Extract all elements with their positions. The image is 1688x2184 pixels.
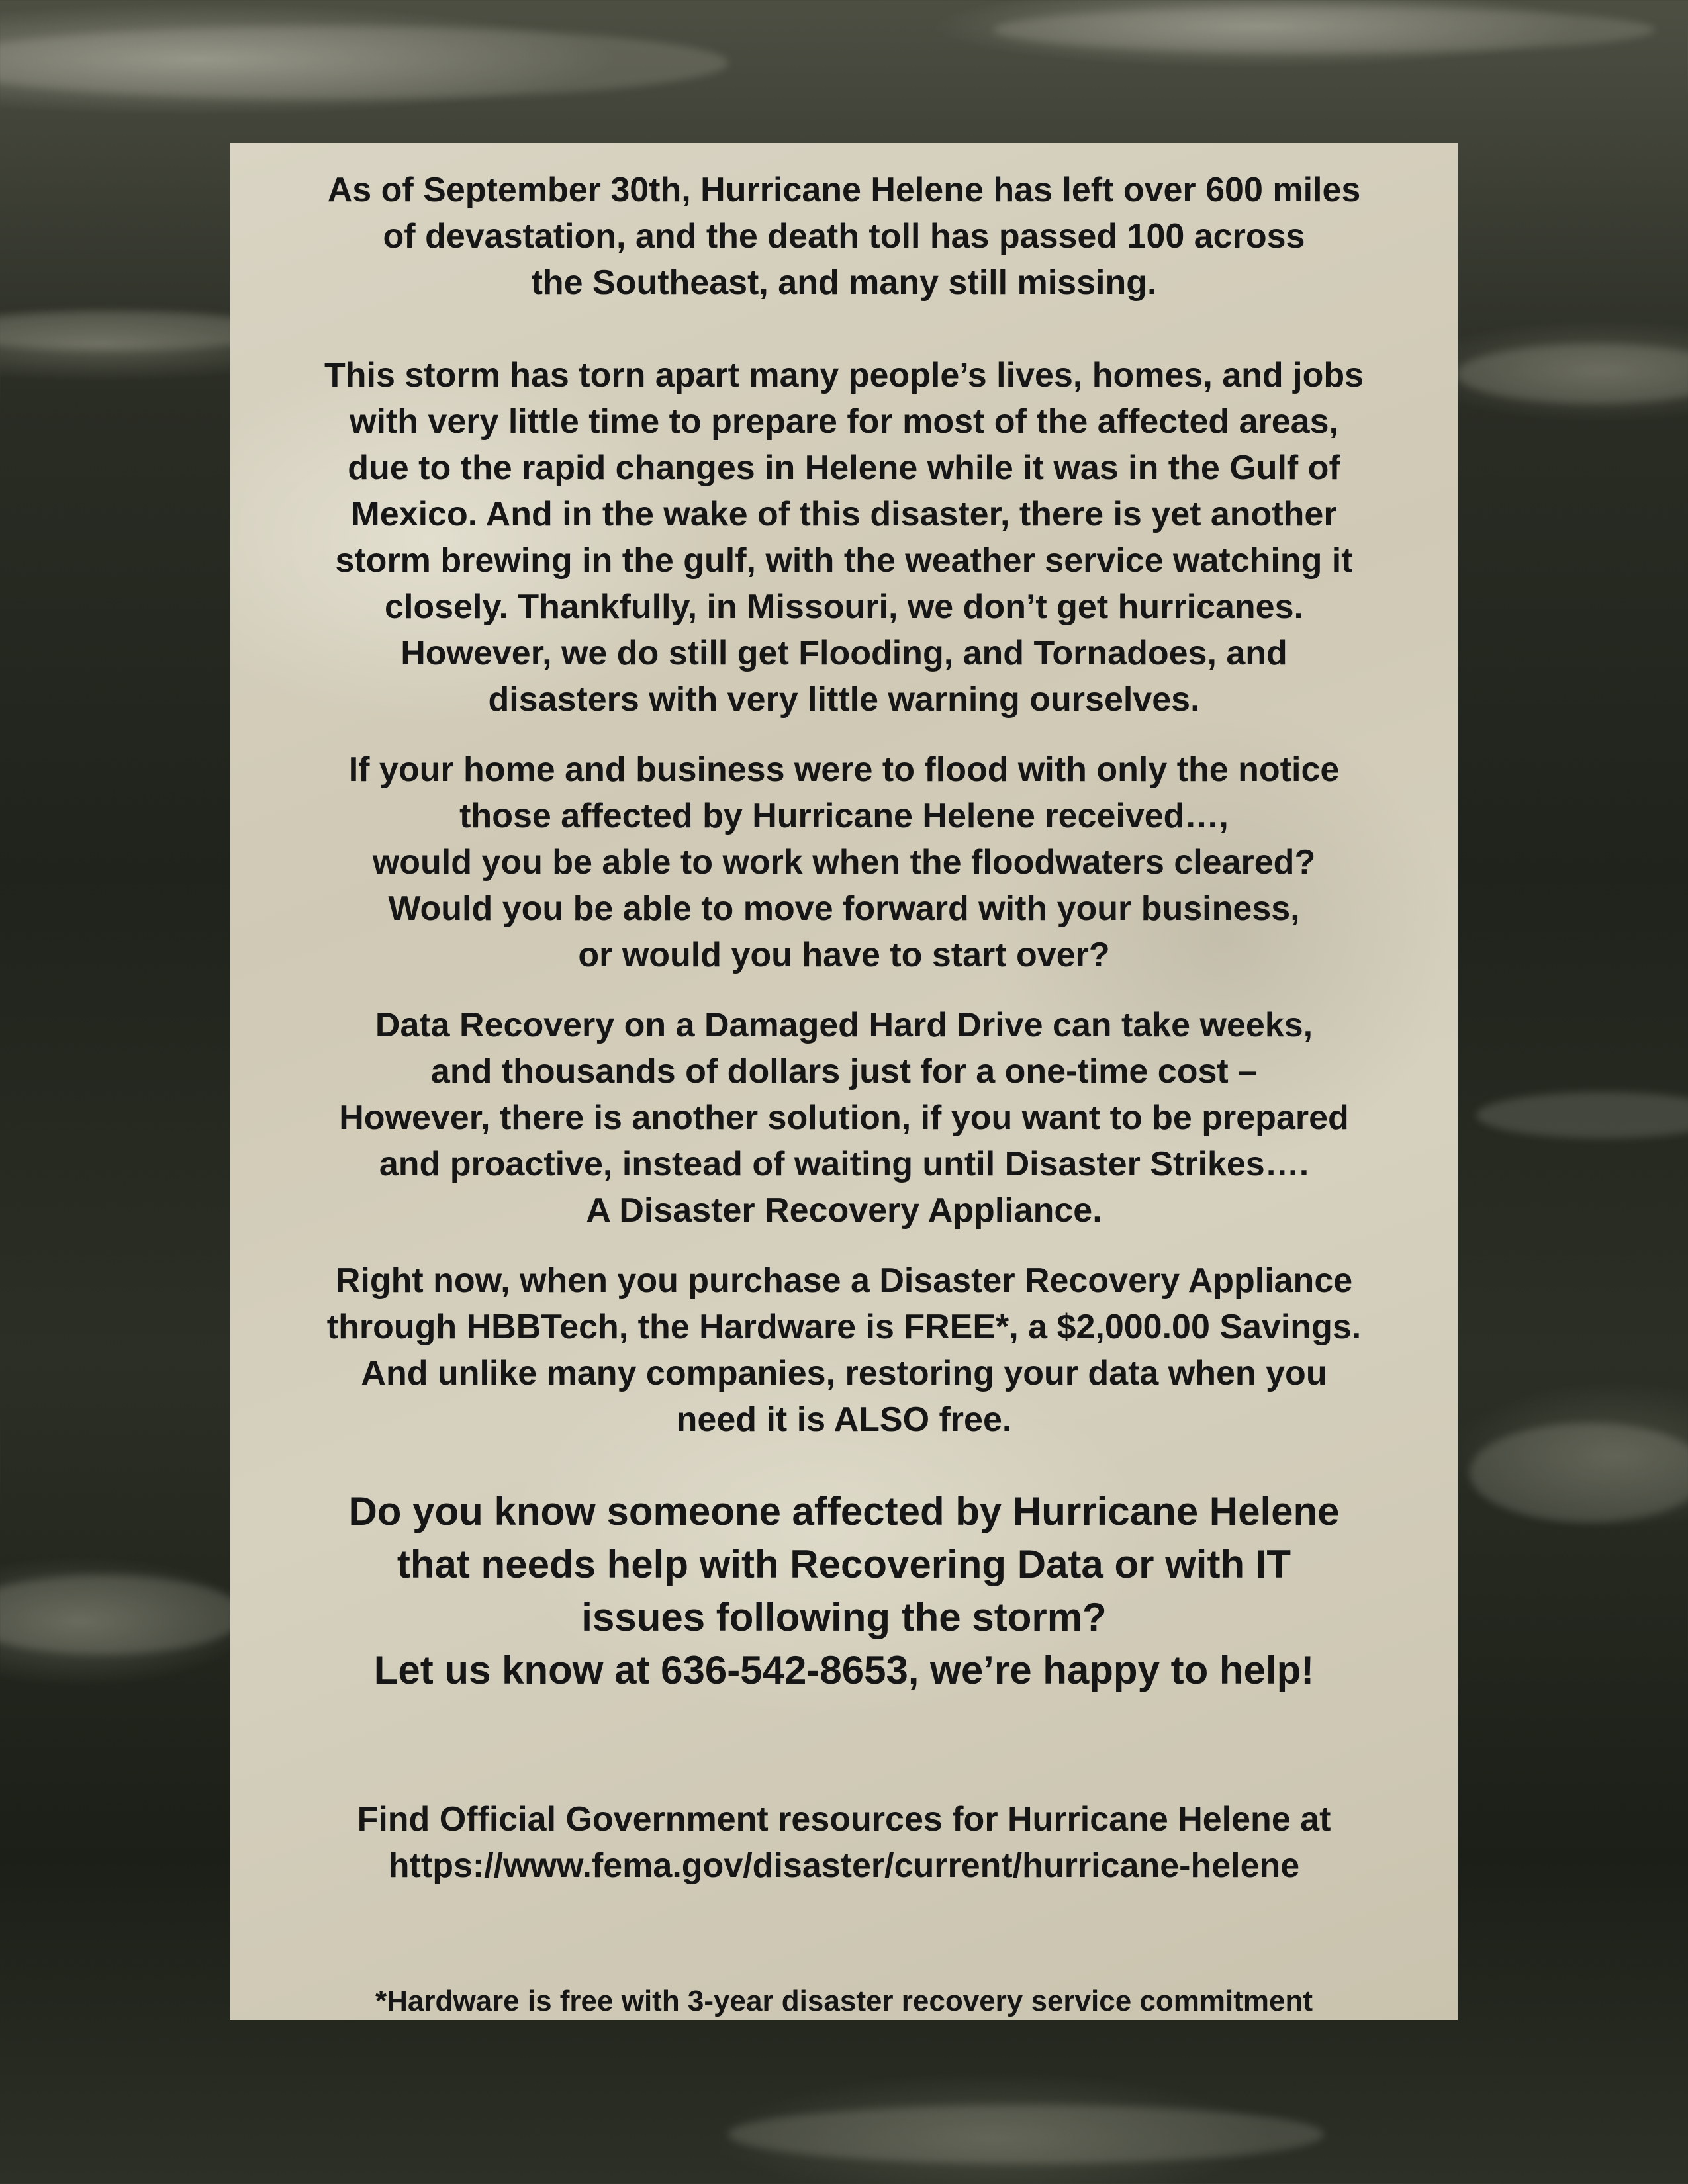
water-highlight: [993, 7, 1655, 53]
water-highlight: [728, 2105, 1324, 2164]
fema-link[interactable]: https://www.fema.gov/disaster/current/hurricane-helene: [388, 1846, 1300, 1885]
text-line: would you be able to work when the floodwaters cleared?: [372, 843, 1316, 882]
text-line: of devastation, and the death toll has passed 100 across: [383, 217, 1305, 255]
text-line: However, there is another solution, if you want to be prepared: [339, 1099, 1349, 1137]
text-line: Do you know someone affected by Hurricane Helene: [348, 1489, 1340, 1533]
text-line: However, we do still get Flooding, and Tornadoes, and: [400, 634, 1288, 672]
text-line: Would you be able to move forward with your business,: [388, 889, 1300, 928]
water-highlight: [0, 1575, 245, 1655]
text-line: through HBBTech, the Hardware is FREE*, a $2,000.00 Savings.: [326, 1308, 1362, 1346]
water-highlight: [0, 26, 728, 99]
flyer-panel: [230, 143, 1458, 2020]
text-line: Find Official Government resources for Hurricane Helene at: [357, 1800, 1331, 1839]
text-line: or would you have to start over?: [578, 936, 1110, 974]
offer-paragraph: [257, 1257, 1431, 1443]
storm-paragraph: [257, 352, 1431, 723]
water-highlight: [1470, 1423, 1688, 1522]
text-line: storm brewing in the gulf, with the weather service watching it: [335, 541, 1353, 580]
text-line: Right now, when you purchase a Disaster Recovery Appliance: [335, 1261, 1353, 1300]
text-line: that needs help with Recovering Data or with IT: [397, 1542, 1291, 1586]
text-line: need it is ALSO free.: [676, 1400, 1012, 1439]
text-line: This storm has torn apart many people’s lives, homes, and jobs: [324, 356, 1364, 394]
text-line: A Disaster Recovery Appliance.: [586, 1191, 1102, 1230]
water-highlight: [1476, 1092, 1688, 1138]
water-highlight: [1456, 344, 1688, 404]
hardware-footnote: *Hardware is free with 3-year disaster recovery service commitment: [375, 1985, 1313, 2017]
intro-paragraph: [257, 167, 1431, 306]
data-recovery-paragraph: [257, 1002, 1431, 1234]
text-line: those affected by Hurricane Helene received…,: [459, 797, 1229, 835]
text-line: As of September 30th, Hurricane Helene has left over 600 miles: [327, 171, 1361, 209]
text-line: closely. Thankfully, in Missouri, we don’t get hurricanes.: [385, 588, 1303, 626]
text-line: and proactive, instead of waiting until Disaster Strikes….: [379, 1145, 1309, 1183]
text-line: And unlike many companies, restoring your data when you: [361, 1354, 1327, 1392]
text-line: issues following the storm?: [581, 1595, 1107, 1639]
help-callout: [257, 1485, 1431, 1697]
text-line: Data Recovery on a Damaged Hard Drive can take weeks,: [375, 1006, 1313, 1044]
text-line: the Southeast, and many still missing.: [531, 263, 1157, 302]
text-line: due to the rapid changes in Helene while it was in the Gulf of: [348, 449, 1340, 487]
text-line: Mexico. And in the wake of this disaster, there is yet another: [351, 495, 1337, 533]
text-line: disasters with very little warning ourselves.: [488, 680, 1200, 719]
text-line: and thousands of dollars just for a one-time cost –: [430, 1052, 1258, 1091]
flood-question-paragraph: [257, 747, 1431, 978]
text-line: with very little time to prepare for most of the affected areas,: [350, 402, 1338, 441]
government-resources: [257, 1796, 1431, 1889]
text-line: If your home and business were to flood with only the notice: [348, 751, 1340, 789]
contact-phone-line: Let us know at 636-542-8653, we’re happy to help!: [373, 1648, 1315, 1692]
